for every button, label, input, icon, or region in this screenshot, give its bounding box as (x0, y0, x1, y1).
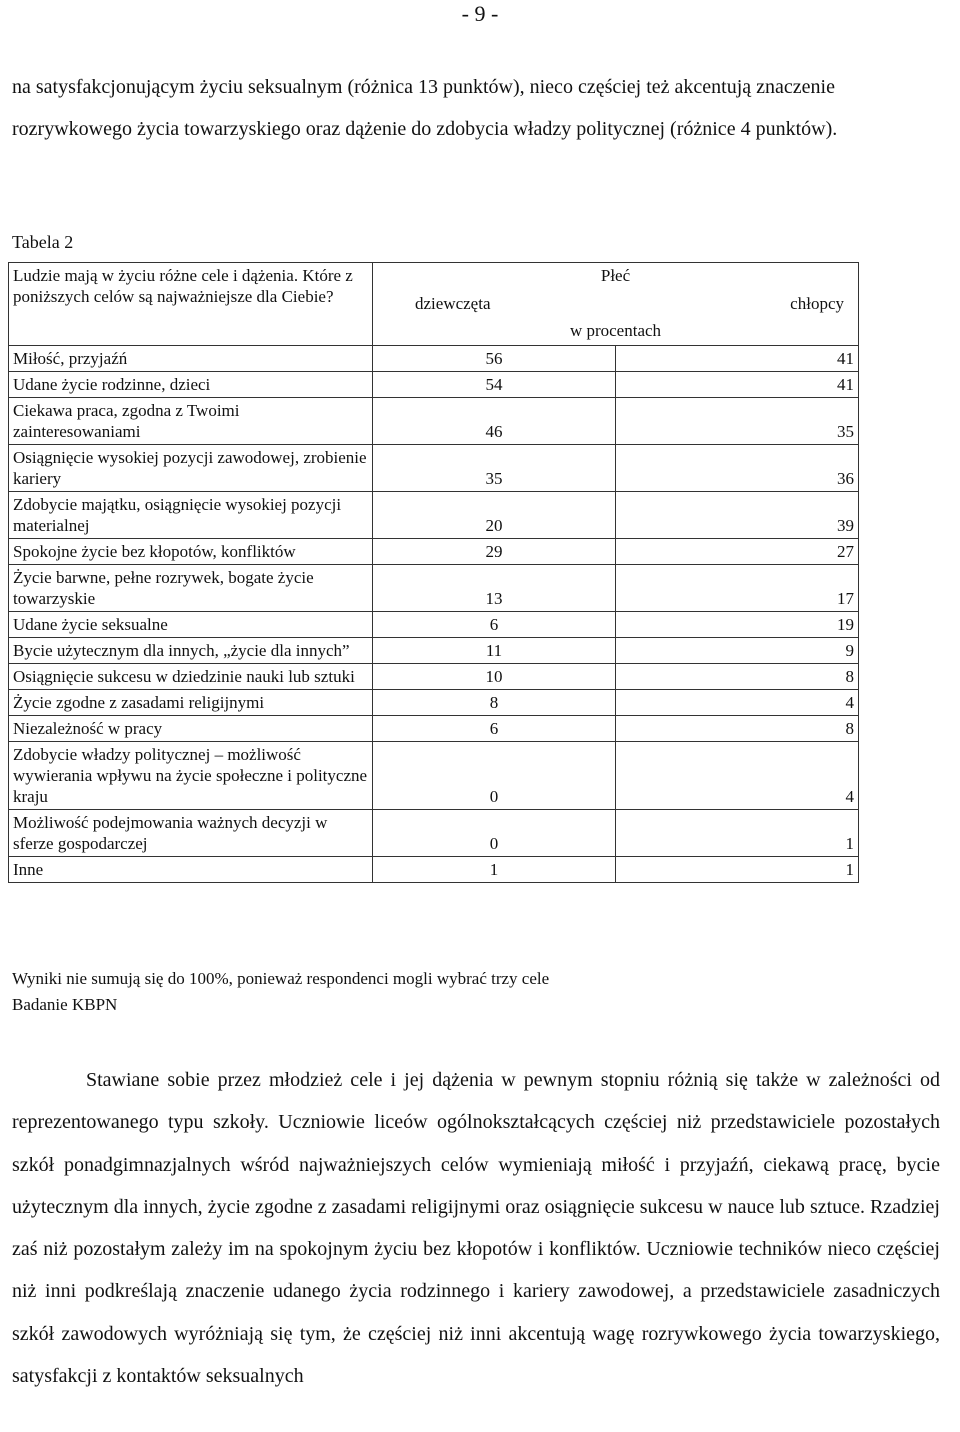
page-number: - 9 - (461, 1, 499, 26)
table-row (9, 445, 859, 492)
survey-table (8, 262, 859, 883)
row-girls-value: 11 (373, 638, 616, 664)
row-label: Udane życie rodzinne, dzieci (9, 372, 373, 398)
header-girls: dziewczęta (415, 294, 491, 313)
row-girls-value: 10 (373, 664, 616, 690)
row-boys-value: 4 (616, 690, 859, 716)
row-label: Zdobycie majątku, osiągnięcie wysokiej pozycji materialnej (9, 492, 373, 539)
row-label: Życie zgodne z zasadami religijnymi (9, 690, 373, 716)
table-header-group (373, 263, 859, 346)
note-line-1: Wyniki nie sumują się do 100%, ponieważ respondenci mogli wybrać trzy cele (12, 969, 550, 988)
table-note (12, 966, 549, 1018)
row-boys-value: 4 (616, 742, 859, 810)
row-boys-value: 39 (616, 492, 859, 539)
table-question: Ludzie mają w życiu różne cele i dążenia. Które z poniższych celów są najważniejsze dla Ciebie? (9, 263, 373, 346)
row-boys-value: 41 (616, 346, 859, 372)
table-row (9, 539, 859, 565)
table-row (9, 742, 859, 810)
row-girls-value: 13 (373, 565, 616, 612)
row-boys-value: 9 (616, 638, 859, 664)
table-row (9, 565, 859, 612)
table-caption: Tabela 2 (12, 232, 74, 252)
header-boys: chłopcy (790, 294, 844, 313)
header-unit: w procentach (569, 321, 662, 340)
row-girls-value: 8 (373, 690, 616, 716)
row-boys-value: 17 (616, 565, 859, 612)
table-row (9, 398, 859, 445)
row-boys-value: 1 (616, 810, 859, 857)
row-girls-value: 20 (373, 492, 616, 539)
table-row (9, 857, 859, 883)
row-label: Udane życie seksualne (9, 612, 373, 638)
row-label: Bycie użytecznym dla innych, „życie dla innych” (9, 638, 373, 664)
row-boys-value: 8 (616, 716, 859, 742)
row-girls-value: 35 (373, 445, 616, 492)
row-label: Zdobycie władzy politycznej – możliwość wywierania wpływu na życie społeczne i polityczne kraju (9, 742, 373, 810)
row-girls-value: 46 (373, 398, 616, 445)
row-girls-value: 56 (373, 346, 616, 372)
row-boys-value: 19 (616, 612, 859, 638)
table-row (9, 716, 859, 742)
table-row (9, 810, 859, 857)
row-boys-value: 35 (616, 398, 859, 445)
table-row (9, 346, 859, 372)
row-girls-value: 6 (373, 612, 616, 638)
row-boys-value: 41 (616, 372, 859, 398)
table-header-row (9, 263, 859, 346)
row-girls-value: 29 (373, 539, 616, 565)
row-boys-value: 27 (616, 539, 859, 565)
row-label: Możliwość podejmowania ważnych decyzji w sferze gospodarczej (9, 810, 373, 857)
row-boys-value: 1 (616, 857, 859, 883)
table-row (9, 372, 859, 398)
row-girls-value: 1 (373, 857, 616, 883)
row-label: Życie barwne, pełne rozrywek, bogate życie towarzyskie (9, 565, 373, 612)
table-body (9, 346, 859, 883)
row-label: Inne (9, 857, 373, 883)
table-row (9, 690, 859, 716)
row-girls-value: 0 (373, 742, 616, 810)
row-girls-value: 54 (373, 372, 616, 398)
row-label: Miłość, przyjaźń (9, 346, 373, 372)
row-boys-value: 36 (616, 445, 859, 492)
row-boys-value: 8 (616, 664, 859, 690)
row-label: Niezależność w pracy (9, 716, 373, 742)
row-label: Spokojne życie bez kłopotów, konfliktów (9, 539, 373, 565)
intro-paragraph: na satysfakcjonującym życiu seksualnym (różnica 13 punktów), nieco częściej też akcentują znaczenie rozrywkowego życia towarzyskiego oraz dążenie do zdobycia władzy politycznej (różnice 4 punktów). (12, 76, 838, 140)
row-girls-value: 6 (373, 716, 616, 742)
header-plec: Płeć (600, 266, 631, 285)
table-row (9, 638, 859, 664)
body-paragraph: Stawiane sobie przez młodzież cele i jej dążenia w pewnym stopniu różnią się także w zależności od reprezentowanego typu szkoły. Uczniowie liceów ogólnokształcących częściej niż przedstawiciele pozostałych szkół ponadgimnazjalnych wśród najważniejszych celów wymieniają miłość i przyjaźń, ciekawą pracę, bycie użytecznym dla innych, życie zgodne z zasadami religijnymi oraz osiągnięcie sukcesu w nauce lub sztuce. Rzadziej zaś niż pozostałym zależy im na spokojnym życiu bez kłopotów i konfliktów. Uczniowie techników nieco częściej niż inni podkreślają znaczenie udanego życia rodzinnego i kariery zawodowej, a przedstawiciele zasadniczych szkół zawodowych wyróżniają się tym, że częściej niż inni akcentują wagę rozrywkowego życia towarzyskiego, satysfakcji z kontaktów seksualnych (12, 1069, 940, 1388)
row-label: Osiągnięcie wysokiej pozycji zawodowej, zrobienie kariery (9, 445, 373, 492)
table-row (9, 664, 859, 690)
row-label: Ciekawa praca, zgodna z Twoimi zainteresowaniami (9, 398, 373, 445)
table-row (9, 492, 859, 539)
row-girls-value: 0 (373, 810, 616, 857)
table-row (9, 612, 859, 638)
row-label: Osiągnięcie sukcesu w dziedzinie nauki lub sztuki (9, 664, 373, 690)
note-line-2: Badanie KBPN (12, 995, 118, 1014)
